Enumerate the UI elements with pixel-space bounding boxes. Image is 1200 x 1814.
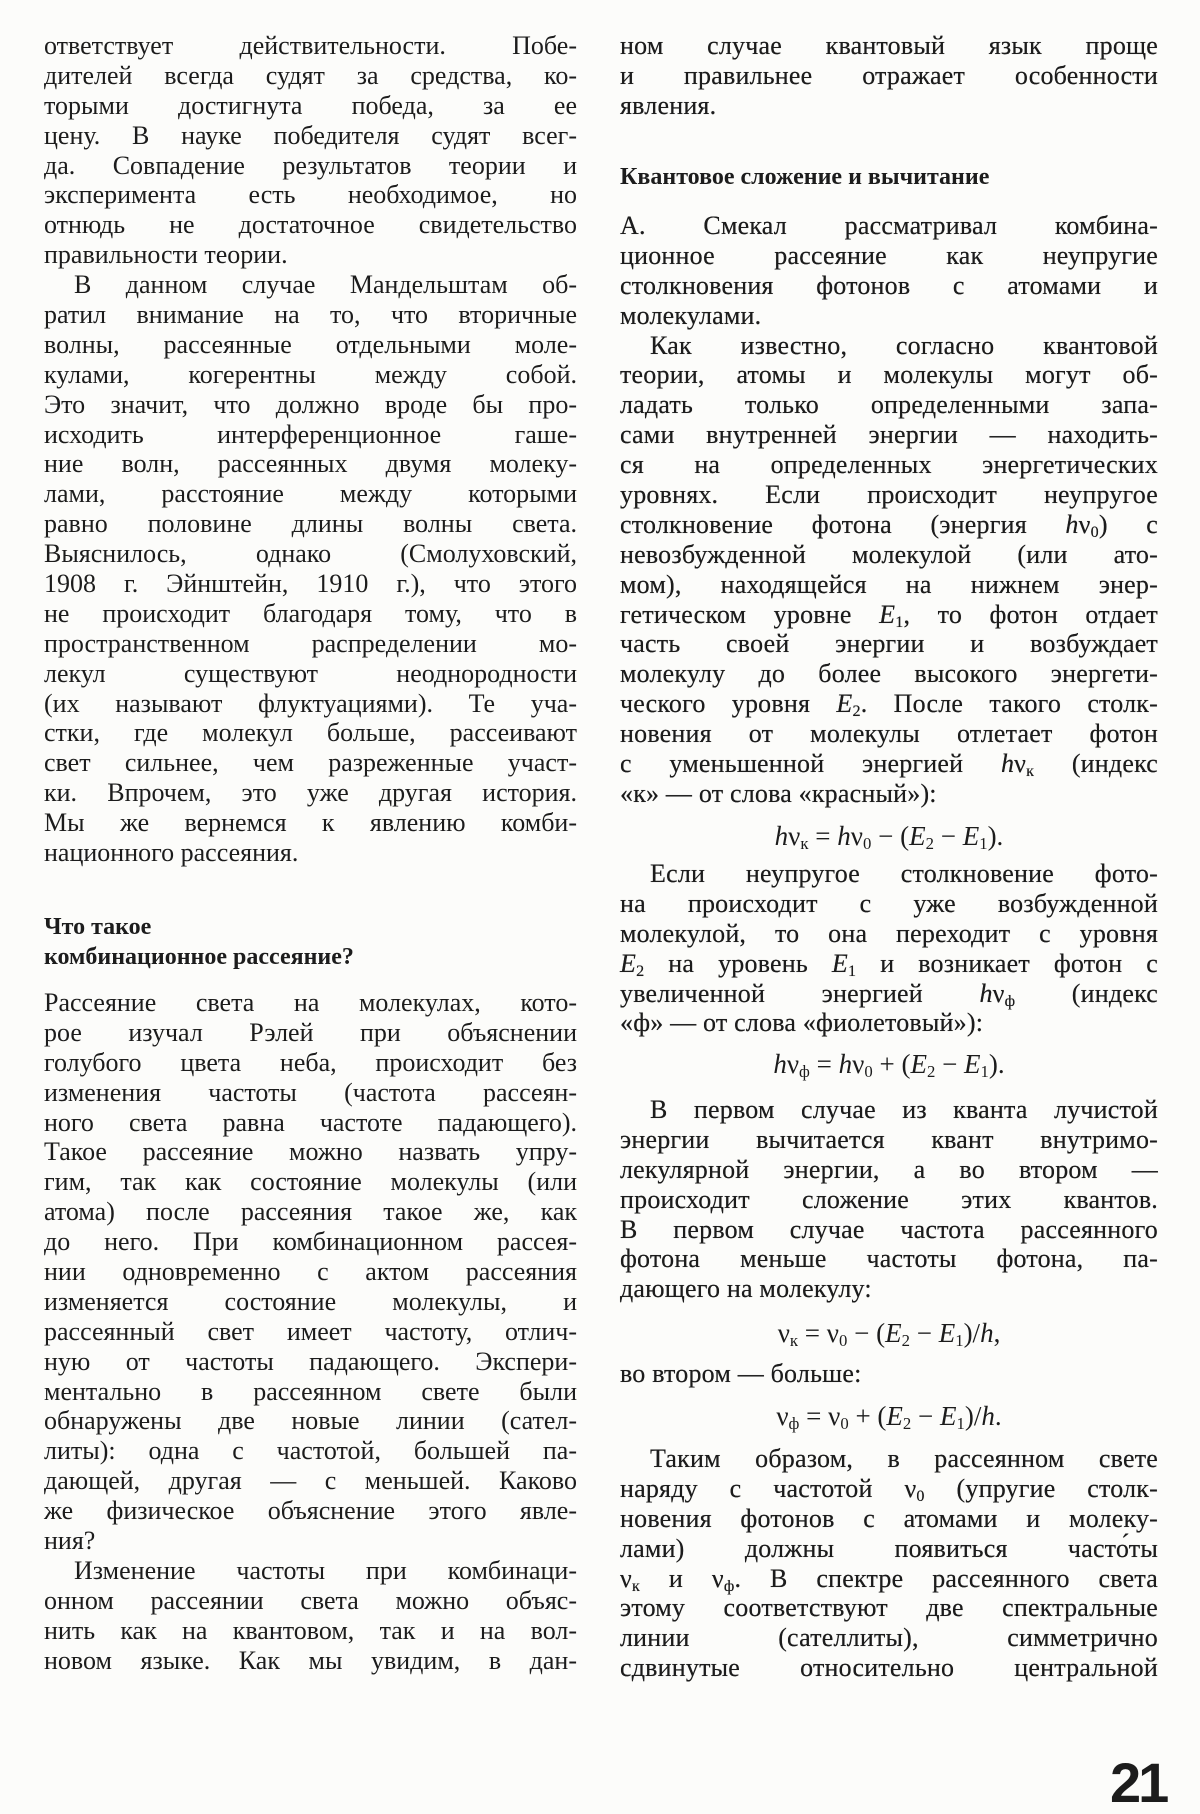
- text-line: В данном случае Мандельштам об-: [74, 270, 577, 300]
- text-line: во втором — больше:: [620, 1359, 862, 1388]
- paragraph: [620, 859, 1158, 1038]
- text-line: $E_2$ на уровень $E_1$ и возникает фотон с: [620, 948, 1158, 980]
- math-symbol: E: [836, 689, 853, 719]
- text-line: происходит сложение этих квантов.: [620, 1184, 1158, 1214]
- math-symbol: E: [620, 948, 637, 978]
- math-subscript: 2: [852, 703, 861, 721]
- math-subscript: 0: [838, 1331, 848, 1351]
- text-line: торыми достигнута победа, за ее: [44, 90, 577, 120]
- section-heading-quantum-addition-subtraction: Квантовое сложение и вычитание: [620, 164, 990, 190]
- text-line: ческого уровня $E_2$. После такого столк-: [620, 689, 1158, 721]
- text-line: правильности теории.: [44, 240, 288, 270]
- math-symbol: h: [979, 978, 993, 1008]
- math-symbol: h: [981, 1401, 995, 1431]
- paragraph: [620, 31, 1158, 121]
- text-line: невозбужденной молекулой (или ато-: [620, 539, 1158, 569]
- text-line: Такое рассеяние можно назвать упру-: [44, 1137, 577, 1167]
- text-line: сами внутренней энергии — находить-: [620, 420, 1158, 450]
- text-line: с уменьшенной энергией $h\nu_к$ (индекс: [620, 749, 1158, 781]
- math-symbol: E: [940, 1401, 957, 1431]
- math-subscript: 1: [956, 1414, 965, 1434]
- text-line: пространственном распределении мо-: [44, 628, 577, 658]
- text-line: сдвинутые относительно центральной: [620, 1653, 1158, 1683]
- math-symbol: h: [1000, 749, 1015, 779]
- math-subscript: 1: [980, 1062, 989, 1082]
- text-line: кулами, когерентны между собой.: [44, 359, 577, 389]
- text-line: же физическое объяснение этого явле-: [44, 1496, 577, 1526]
- text-line: явления.: [620, 90, 717, 120]
- right-column-paragraph-first-case: [620, 1095, 1158, 1304]
- text-line: дающего на молекулу:: [620, 1274, 872, 1304]
- text-line: фотона меньше частоты фотона, па-: [620, 1244, 1158, 1274]
- math-symbol: E: [910, 1049, 927, 1079]
- text-line: исходить интерференционное гаше-: [44, 419, 577, 449]
- text-line: молекулой, то она переходит с уровня: [620, 918, 1158, 948]
- text-line: лами, расстояние между которыми: [44, 479, 577, 509]
- text-line: ную от частоты падающего. Экспери-: [44, 1346, 577, 1376]
- text-line: Если неупругое столкновение фото-: [650, 859, 1158, 888]
- text-line: отнюдь не достаточное свидетельство: [44, 210, 577, 240]
- text-line: Выяснилось, однако (Смолуховский,: [44, 539, 577, 569]
- paragraph: [620, 331, 1158, 809]
- text-line: уровнях. Если происходит неупругое: [620, 480, 1158, 510]
- text-line: молекулу до более высокого энергети-: [620, 659, 1158, 689]
- math-subscript: 1: [847, 962, 857, 980]
- math-symbol: h: [980, 1318, 994, 1348]
- math-symbol: h: [837, 821, 851, 851]
- text-line: гетическом уровне $E_1$, то фотон отдает: [620, 599, 1158, 631]
- math-subscript: 0: [864, 1062, 873, 1082]
- text-line: ратил внимание на то, что вторичные: [44, 300, 577, 330]
- math-symbol: E: [879, 599, 896, 629]
- text-line: да. Совпадение результатов теории и: [44, 150, 577, 180]
- text-line: столкновения фотонов с атомами и: [620, 270, 1158, 300]
- text-line: гим, так как состояние молекулы (или: [44, 1167, 577, 1197]
- paragraph: [620, 211, 1158, 331]
- math-subscript: к: [800, 834, 809, 854]
- text-line: ки. Впрочем, это уже другая история.: [44, 778, 577, 808]
- text-line: ся на определенных энергетических: [620, 450, 1158, 480]
- text-line: дающей, другая — с меньшей. Каково: [44, 1466, 577, 1496]
- text-line: обнаружены две новые линии (сател-: [44, 1406, 577, 1436]
- right-column-paragraph-excited: [620, 859, 1158, 1038]
- text-line: изменяется состояние молекулы, и: [44, 1286, 577, 1316]
- left-column-text-top: [44, 31, 577, 868]
- text-line: новения от молекулы отлетает фотон: [620, 719, 1158, 749]
- text-line: линии (сателлиты), симметрично: [620, 1623, 1158, 1653]
- text-line: мом), находящейся на нижнем энер-: [620, 569, 1158, 599]
- math-subscript: ф: [1004, 992, 1016, 1010]
- math-subscript: 0: [840, 1414, 849, 1434]
- text-line: 1908 г. Эйнштейн, 1910 г.), что этого: [44, 569, 577, 599]
- math-subscript: к: [631, 1577, 640, 1595]
- paragraph: [620, 1095, 1158, 1304]
- text-line: Это значит, что должно вроде бы про-: [44, 389, 577, 419]
- formula-violet-frequency: $\nu_ф = \nu_0 + (E_2 - E_1)/h$.: [776, 1401, 1002, 1434]
- math-symbol: h: [838, 1049, 853, 1079]
- math-subscript: 2: [925, 834, 934, 854]
- math-symbol: E: [831, 948, 848, 978]
- math-subscript: 1: [895, 613, 904, 631]
- text-line: голубого цвета неба, происходит без: [44, 1047, 577, 1077]
- text-line: Рассеяние света на молекулах, кото-: [44, 988, 577, 1017]
- math-symbol: E: [909, 821, 926, 851]
- paragraph: [620, 1444, 1158, 1683]
- math-subscript: 2: [902, 1414, 912, 1434]
- formula-red-shift-energy: $h\nu_к = h\nu_0 - (E_2 - E_1)$.: [774, 821, 1004, 854]
- text-line: $\nu_к$ и $\nu_ф$. В спектре рассеянного света: [620, 1563, 1158, 1595]
- text-line: цену. В науке победителя судят всег-: [44, 120, 577, 150]
- paragraph: [44, 31, 577, 270]
- section-heading-what-is-raman-scattering: [44, 912, 577, 972]
- text-line: лами) должны появиться часто́ты: [620, 1533, 1158, 1563]
- text-line: ного света равна частоте падающего).: [44, 1107, 577, 1137]
- text-line: ментально в рассеянном свете были: [44, 1376, 577, 1406]
- text-line: Изменение частоты при комбинаци-: [74, 1555, 577, 1585]
- text-line: Как известно, согласно квантовой: [650, 330, 1158, 360]
- text-line: В первом случае частота рассеянного: [620, 1214, 1158, 1244]
- text-line: не происходит благодаря тому, что в: [44, 598, 577, 628]
- text-line: ном случае квантовый язык проще: [620, 31, 1158, 60]
- text-line: Таким образом, в рассеянном свете: [650, 1444, 1158, 1473]
- text-line: лекул существуют неоднородности: [44, 658, 577, 688]
- text-line: равно половине длины волны света.: [44, 509, 577, 539]
- math-subscript: ф: [788, 1414, 800, 1434]
- paragraph: [44, 1556, 577, 1676]
- text-line: свет сильнее, чем разреженные участ-: [44, 748, 577, 778]
- math-subscript: к: [1026, 763, 1035, 781]
- math-symbol: E: [964, 1049, 981, 1079]
- text-line: А. Смекал рассматривал комбина-: [620, 211, 1158, 240]
- right-column-paragraph-smekal: [620, 211, 1158, 809]
- left-column-text-bottom: [44, 988, 577, 1675]
- math-symbol: E: [938, 1318, 956, 1348]
- math-subscript: 0: [1090, 523, 1099, 541]
- text-line: столкновение фотона (энергия $h\nu_0$) с: [620, 509, 1158, 541]
- text-line: и правильнее отражает особенности: [620, 60, 1158, 90]
- page-number: 21: [1110, 1751, 1167, 1814]
- text-line: ладать только определенными запа-: [620, 390, 1158, 420]
- math-subscript: ф: [723, 1577, 735, 1595]
- text-line: волны, рассеянные отдельными моле-: [44, 329, 577, 359]
- text-line: ния?: [44, 1526, 96, 1556]
- math-subscript: 0: [862, 834, 872, 854]
- text-line: лекулярной энергии, а во втором —: [620, 1154, 1158, 1184]
- text-line: нить как на квантовом, так и на вол-: [44, 1615, 577, 1645]
- math-symbol: E: [886, 1401, 903, 1431]
- formula-red-frequency: $\nu_к = \nu_0 - (E_2 - E_1)/h$,: [777, 1318, 1001, 1351]
- text-line: до него. При комбинационном рассея-: [44, 1227, 577, 1257]
- math-subscript: 1: [955, 1331, 964, 1351]
- math-subscript: 0: [916, 1487, 925, 1505]
- math-symbol: h: [774, 821, 789, 851]
- text-line: (их называют флуктуациями). Те уча-: [44, 688, 577, 718]
- math-symbol: h: [773, 1049, 787, 1079]
- right-column-text-second-case: [620, 1359, 1158, 1389]
- text-line: увеличенной энергией $h\nu_ф$ (индекс: [620, 978, 1158, 1010]
- math-symbol: h: [1065, 509, 1079, 539]
- text-line: ответствует действительности. Побе-: [44, 31, 577, 60]
- formula-violet-shift-energy: $h\nu_ф = h\nu_0 + (E_2 - E_1)$.: [773, 1049, 1005, 1082]
- text-line: национного рассеяния.: [44, 838, 299, 868]
- paragraph: [44, 988, 577, 1556]
- text-line: энергии вычитается квант внутримо-: [620, 1124, 1158, 1154]
- text-line: рассеянный свет имеет частоту, отлич-: [44, 1316, 577, 1346]
- text-line: наряду с частотой $\nu_0$ (упругие столк-: [620, 1473, 1158, 1505]
- text-line: «к» — от слова «красный»):: [620, 778, 937, 808]
- text-line: молекулами.: [620, 300, 762, 330]
- math-subscript: 2: [636, 962, 645, 980]
- math-subscript: ф: [799, 1062, 810, 1082]
- paragraph: [44, 270, 577, 868]
- text-line: этому соответствуют две спектральные: [620, 1593, 1158, 1623]
- text-line: эксперимента есть необходимое, но: [44, 180, 577, 210]
- text-line: «ф» — от слова «фиолетовый»):: [620, 1008, 984, 1038]
- text-line: стки, где молекул больше, рассеивают: [44, 718, 577, 748]
- text-line: теории, атомы и молекулы могут об-: [620, 360, 1158, 390]
- text-line: ционное рассеяние как неупругие: [620, 240, 1158, 270]
- text-line: на происходит с уже возбужденной: [620, 888, 1158, 918]
- text-line: новом языке. Как мы увидим, в дан-: [44, 1645, 577, 1675]
- heading-line: комбинационное рассеяние?: [44, 944, 354, 970]
- math-symbol: E: [885, 1318, 902, 1348]
- math-symbol: E: [962, 821, 980, 851]
- text-line: часть своей энергии и возбуждает: [620, 629, 1158, 659]
- right-column-paragraph-conclusion: [620, 1444, 1158, 1683]
- right-column-text-top: [620, 31, 1158, 121]
- math-subscript: 2: [901, 1331, 910, 1351]
- heading-line: Что такое: [44, 914, 152, 940]
- text-line: онном рассеянии света можно объяс-: [44, 1585, 577, 1615]
- math-subscript: 2: [926, 1062, 936, 1082]
- text-line: изменения частоты (частота рассеян-: [44, 1077, 577, 1107]
- text-line: рое изучал Рэлей при объяснении: [44, 1017, 577, 1047]
- text-line: ние волн, рассеянных двумя молеку-: [44, 449, 577, 479]
- text-line: В первом случае из кванта лучистой: [650, 1095, 1158, 1124]
- paragraph: [620, 1359, 1158, 1389]
- text-line: нии одновременно с актом рассеяния: [44, 1257, 577, 1287]
- text-line: литы): одна с частотой, большей па-: [44, 1436, 577, 1466]
- text-line: дителей всегда судят за средства, ко-: [44, 60, 577, 90]
- math-subscript: 1: [979, 834, 988, 854]
- math-subscript: к: [789, 1331, 799, 1351]
- text-line: Мы же вернемся к явлению комби-: [44, 808, 577, 838]
- text-line: новения фотонов с атомами и молеку-: [620, 1503, 1158, 1533]
- text-line: атома) после рассеяния такое же, как: [44, 1197, 577, 1227]
